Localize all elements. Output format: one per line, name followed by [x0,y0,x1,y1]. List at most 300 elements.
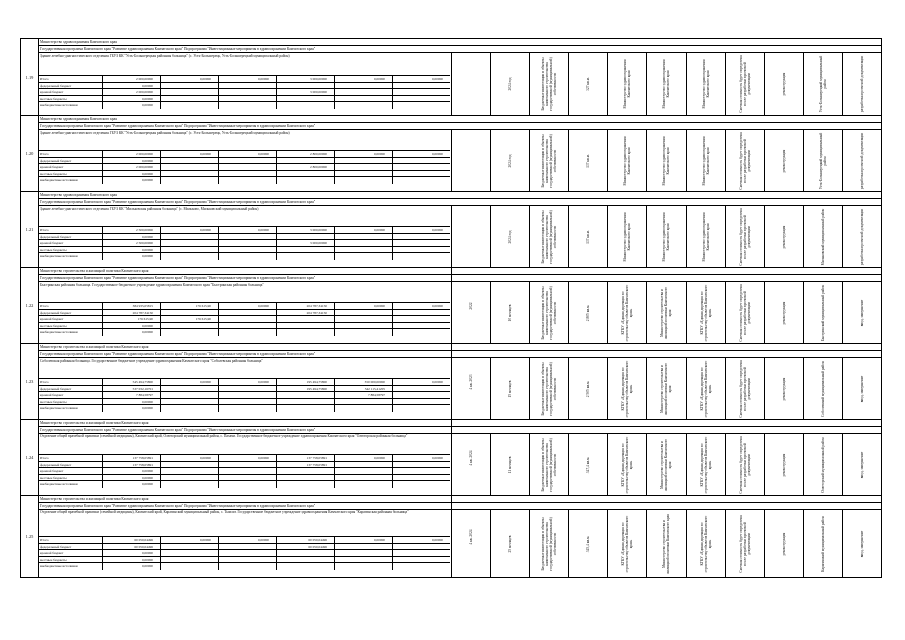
finance-value: 2 000,00000 [102,164,154,170]
vertical-cell [725,282,764,343]
vertical-cell [686,53,725,115]
finance-value [392,462,444,468]
finance-value: 0,00000 [102,247,154,253]
finance-value [334,468,386,474]
finance-value [218,310,270,316]
finance-label: краевой бюджет [40,469,64,473]
finance-label: краевой бюджет [40,317,64,321]
finance-value: 537 032,16701 [102,386,154,392]
finance-value [392,96,444,102]
finance-value [276,177,328,184]
vertical-cell [568,434,607,495]
finance-value: 3 000,00000 [276,76,328,82]
vertical-cell-text: разработка проектной документации [859,208,864,265]
vertical-cell-text: Министерство здравоохранения Камчатского края [623,59,632,109]
vertical-cell-text: КГКУ «Единая дирекция по строительству объектов Камчатского края» [699,436,712,493]
finance-value [392,475,444,481]
vertical-cell-text: 4 кв. 2024 [469,528,474,545]
vertical-cell-text: 2 505 кв.м. [586,380,591,397]
header-line: Государственная программа Камчатского края "Развитие здравоохранения Камчатского края" Подпрограмма "Инвестиционные мероприятия в здравоохранении Камчатского края" [39,427,881,434]
finance-value: 176 615,90 [160,303,212,309]
finance-value: 0,00000 [218,379,270,385]
finance-value [392,329,444,336]
header-line: Государственная программа Камчатского края "Развитие здравоохранения Камчатского края" Подпрограмма "Инвестиционные мероприятия в здравоохранении Камчатского края" [39,46,881,53]
vertical-cell-text: Бюджетные инвестиции в объекты капитального строительства государственной (муниципальной) собственности [541,361,558,416]
vertical-cell [568,130,607,191]
finance-value: 137 758,05891 [276,462,328,468]
finance-value [334,83,386,89]
finance-row [39,253,450,260]
vertical-cell-text: Министерство строительства и жилищной политики Камчатского края [660,286,673,339]
finance-value [218,557,270,563]
finance-value: 0,00000 [102,102,154,109]
finance-label: местные бюджеты [40,96,67,101]
finance-value: 3 000,00000 [276,89,328,95]
finance-label: краевой бюджет [40,551,64,555]
vertical-cell [490,434,529,495]
finance-value [392,89,444,95]
finance-value [334,550,386,556]
finance-value [392,234,444,240]
finance-value: 176 615,90 [102,316,154,322]
finance-value [218,158,270,164]
finance-value: 0,00000 [102,158,154,164]
finance-value [160,247,212,253]
finance-value [334,481,386,488]
finance-value [160,481,212,488]
finance-value: 60 050,04496 [102,544,154,550]
row-number: 1.19 [21,39,39,115]
finance-value [334,164,386,170]
vertical-cell-text: ввод, завершение [859,451,864,478]
vertical-cell-text: реконструкция [781,301,786,324]
vertical-cell [842,206,881,267]
finance-label: федеральный бюджет [40,158,72,163]
finance-value: 0,00000 [102,171,154,177]
finance-value: 2 000,00000 [102,76,154,82]
finance-value [392,386,444,392]
finance-value: 0,00000 [102,399,154,405]
finance-value [276,323,328,329]
header-line: Государственная программа Камчатского края "Развитие здравоохранения Камчатского края" Подпрограмма "Инвестиционные мероприятия в здравоохранении Камчатского края" [39,123,881,130]
finance-row [39,481,450,488]
vertical-cell-text: разработка проектной документации [859,55,864,113]
finance-value [392,550,444,556]
finance-label: внебюджетные источники [40,103,78,107]
finance-value [392,102,444,109]
finance-value [218,240,270,246]
finance-value [276,563,328,570]
vertical-cell [529,53,568,115]
vertical-cell [490,510,529,577]
finance-label: внебюджетные источники [40,406,78,410]
vertical-cell [607,53,646,115]
finance-label: местные бюджеты [40,557,67,562]
finance-value: 0,00000 [334,303,386,309]
vertical-cell-text: Сметная стоимость будет определена после разработки проектной документации [738,435,751,494]
finance-value [160,399,212,405]
finance-value [218,83,270,89]
finance-value: 0,00000 [218,76,270,82]
finance-value [334,310,386,316]
header-line: Здание лечебно-диагностического отделения ГБУЗ КК "Мильковская районная больница" (с. Мильково, Мильковский муниципальный район) [40,207,259,211]
finance-value [392,392,444,398]
table-row [21,344,881,420]
row-number: 1.23 [21,344,39,419]
finance-label: Итого [40,228,49,232]
vertical-cell [529,358,568,419]
finance-value: 0,00000 [102,557,154,563]
finance-value: 0,00000 [218,537,270,543]
finance-value [276,158,328,164]
vertical-cell-text: 4 кв. 2023 [469,373,474,390]
finance-value [160,329,212,336]
row-number: 1.22 [21,268,39,343]
vertical-cell [490,130,529,191]
finance-value: 0,00000 [102,96,154,102]
vertical-cell-text: 327 кв.м. [586,77,591,91]
header-line: Быстринская районная больница. Государственное бюджетное учреждение здравоохранения Камчатского края "Быстринская районная больница" [40,283,264,287]
finance-value [276,399,328,405]
finance-value: 0,00000 [160,76,212,82]
vertical-cell [451,268,490,343]
finance-value: 342 115,41205 [334,386,386,392]
vertical-cell [646,434,685,495]
vertical-cell-text: ввод, завершение [859,299,864,326]
finance-value: 545 494,75800 [102,379,154,385]
finance-label: федеральный бюджет [40,462,72,467]
vertical-cell-text: КГКУ «Единая дирекция по строительству объектов Камчатского края» [621,284,634,341]
finance-table [39,378,450,412]
finance-value: 0,00000 [392,227,444,233]
finance-value [218,563,270,570]
finance-value [218,102,270,109]
finance-value [334,234,386,240]
finance-value [218,386,270,392]
vertical-cell [607,130,646,191]
finance-value [276,475,328,481]
finance-value: 0,00000 [160,455,212,461]
table-row [21,420,881,496]
finance-value [276,102,328,109]
finance-value [392,557,444,563]
finance-value [160,462,212,468]
vertical-cell-text: 2 805 кв.м. [586,304,591,321]
finance-value: 0,00000 [160,151,212,157]
finance-value: 0,00000 [218,227,270,233]
vertical-cell-text: Бюджетные инвестиции в объекты капитального строительства государственной (муниципальной) собственности [541,57,558,111]
finance-value [276,392,328,398]
finance-value: 137 758,05891 [102,462,154,468]
finance-value [218,405,270,412]
vertical-cell [686,434,725,495]
finance-value: 0,00000 [334,227,386,233]
finance-value: 0,00000 [334,537,386,543]
finance-value [392,171,444,177]
vertical-cell-text: Быстринский муниципальный район [820,284,825,341]
finance-value [276,329,328,336]
finance-label: краевой бюджет [40,393,64,397]
vertical-cell [803,206,842,267]
finance-value: 0,00000 [102,177,154,184]
row-number: 1.25 [21,496,39,577]
vertical-cell [764,282,803,343]
finance-label: местные бюджеты [40,399,67,404]
vertical-cell-text: Министерство здравоохранения Камчатского края [701,212,710,262]
header-line: Министерство строительства и жилищной политики Камчатского края [39,420,881,427]
row-number: 1.24 [21,420,39,495]
finance-value [334,563,386,570]
vertical-cell [529,130,568,191]
vertical-cell [568,282,607,343]
finance-label: федеральный бюджет [40,234,72,239]
finance-table [39,150,450,184]
finance-value [218,89,270,95]
vertical-cell [764,53,803,115]
finance-value [218,253,270,260]
vertical-cell-text: 25 месяцев [508,535,513,552]
finance-value: 0,00000 [102,405,154,412]
finance-row [39,102,450,109]
vertical-cell [646,206,685,267]
finance-value [392,316,444,322]
finance-value [218,177,270,184]
finance-value [334,158,386,164]
vertical-cell-text: Олюторский муниципальный район [820,436,825,493]
vertical-cell-text: 2024 год [508,77,513,91]
finance-value [392,310,444,316]
finance-value [160,158,212,164]
vertical-cell-text: Министерство здравоохранения Камчатского края [662,212,671,262]
finance-value [392,83,444,89]
finance-value [392,164,444,170]
row-number: 1.21 [21,192,39,267]
header-line: Отделение общей врачебной практики (семейной медицины), Камчатский край, Олюторский муниципальный район, с. Пахачи. Государственное бюджетное учреждение здравоохранения Камчатского края "Олюторская районная больница" [40,434,408,438]
vertical-cell-text: Сметная стоимость будет определена после разработки проектной документации [738,207,751,266]
finance-value [276,234,328,240]
finance-label: местные бюджеты [40,247,67,252]
vertical-cell-text: разработка проектной документации [859,132,864,189]
finance-value [334,96,386,102]
finance-value: 60 050,04496 [276,537,328,543]
vertical-cell [686,510,725,577]
vertical-cell-text: КГКУ «Единая дирекция по строительству объектов Камчатского края» [621,360,634,417]
row-number: 1.20 [21,116,39,191]
finance-value [334,329,386,336]
vertical-cell [686,282,725,343]
vertical-cell [646,358,685,419]
finance-value [160,405,212,412]
finance-value [160,392,212,398]
header-line: Государственная программа Камчатского края "Развитие здравоохранения Камчатского края" Подпрограмма "Инвестиционные мероприятия в здравоохранении Камчатского края" [39,199,881,206]
finance-value [218,164,270,170]
finance-value [160,386,212,392]
finance-label: федеральный бюджет [40,544,72,549]
finance-value [334,240,386,246]
vertical-cell [725,53,764,115]
finance-value [160,544,212,550]
header-line: Министерство строительства и жилищной политики Камчатского края [39,344,881,351]
finance-value [160,468,212,474]
finance-value: 60 050,04496 [102,537,154,543]
vertical-cell [607,434,646,495]
vertical-cell-text: Министерство строительства и жилищной политики Камчатского края [660,438,673,491]
finance-value [276,481,328,488]
finance-label: Итого [40,304,49,308]
vertical-cell-text: 347,4 кв.м. [586,456,591,473]
header-line: Здание лечебно-диагностического отделения ГБУЗ КК "Усть-Большерецкая районная больница" (с. Усть-Большерецк, Усть-Большерецкий муниципальный район) [40,54,290,58]
finance-value [160,177,212,184]
finance-value [334,247,386,253]
finance-value [334,475,386,481]
finance-value [276,550,328,556]
vertical-cell [451,344,490,419]
vertical-cell [803,510,842,577]
finance-value: 204 787,34150 [276,310,328,316]
finance-value [334,323,386,329]
header-line: Министерство здравоохранения Камчатского края [39,192,881,199]
vertical-cell [646,130,685,191]
vertical-cell-text: Бюджетные инвестиции в объекты капитального строительства государственной (муниципальной) собственности [541,133,558,188]
finance-value: 0,00000 [102,468,154,474]
vertical-cell-text: Сметная стоимость будет определена после разработки проектной документации [738,359,751,418]
finance-value: 2 800,00000 [276,151,328,157]
vertical-cell [725,130,764,191]
finance-value: 0,00000 [102,475,154,481]
vertical-cell [451,130,490,191]
finance-value: 204 787,34150 [276,303,328,309]
finance-value: 7 884,58797 [102,392,154,398]
finance-value [276,468,328,474]
header-line: Здание лечебно-диагностического отделения ГБУЗ КК "Усть-Большерецкая районная больница" (с. Усть-Большерецк, Усть-Большерецкий муниципальный район) [40,131,290,135]
vertical-cell [764,206,803,267]
finance-value [334,102,386,109]
vertical-cell-text: Бюджетные инвестиции в объекты капитального строительства государственной (муниципальной) собственности [541,516,558,571]
table-row [21,116,881,192]
vertical-cell [803,434,842,495]
finance-label: краевой бюджет [40,90,64,94]
finance-label: внебюджетные источники [40,254,78,258]
vertical-cell [568,510,607,577]
vertical-cell [803,53,842,115]
finance-value: 204 787,34150 [102,310,154,316]
header-line: Государственная программа Камчатского края "Развитие здравоохранения Камчатского края" Подпрограмма "Инвестиционные мероприятия в здравоохранении Камчатского края" [39,503,881,510]
vertical-cell [529,206,568,267]
vertical-cell [490,206,529,267]
finance-value [160,89,212,95]
finance-value: 0,00000 [218,303,270,309]
finance-value [218,234,270,240]
finance-value [160,323,212,329]
vertical-cell-text: 137 кв.м. [586,229,591,244]
header-line: Государственная программа Камчатского края "Развитие здравоохранения Камчатского края" Подпрограмма "Инвестиционные мероприятия в здравоохранении Камчатского края" [39,351,881,358]
finance-value: 7 884,58797 [334,392,386,398]
finance-value [218,329,270,336]
vertical-cell-text: 10 месяцев [508,304,513,321]
finance-value [160,234,212,240]
finance-value: 60 050,04496 [276,544,328,550]
vertical-cell-text: Министерство здравоохранения Камчатского края [623,212,632,262]
vertical-cell [568,206,607,267]
document-sheet [20,38,882,578]
vertical-cell [725,206,764,267]
vertical-cell-text: Министерство здравоохранения Камчатского края [662,136,671,186]
finance-value: 0,00000 [392,455,444,461]
vertical-cell-text: ввод, завершение [859,375,864,402]
vertical-cell [842,53,881,115]
vertical-cell [490,282,529,343]
vertical-cell [451,420,490,495]
finance-label: Итого [40,456,49,460]
vertical-cell [529,510,568,577]
finance-label: Итого [40,77,49,81]
vertical-cell-text: Сметная стоимость будет определена после разработки проектной документации [738,131,751,190]
vertical-cell-text: 2024 год [508,154,513,167]
vertical-cell-text: 345,4 кв.м. [586,535,591,552]
table-row [21,268,881,344]
finance-value [392,481,444,488]
vertical-cell-text: КГКУ «Единая дирекция по строительству объектов Камчатского края» [621,436,634,493]
vertical-cell-text: 11 месяцев [508,456,513,473]
finance-value: 0,00000 [102,253,154,260]
vertical-cell [686,206,725,267]
finance-label: местные бюджеты [40,171,67,176]
finance-value: 2 800,00000 [276,164,328,170]
finance-value [218,323,270,329]
vertical-cell-text: Усть-Большерецкий муниципальный район [818,55,827,113]
finance-value [392,563,444,570]
vertical-cell [803,358,842,419]
vertical-cell [490,53,529,115]
finance-row [39,405,450,412]
vertical-cell-text: 4 кв. 2024 [469,449,474,466]
finance-value: 3 000,00000 [276,227,328,233]
vertical-cell-text: Министерство строительства и жилищной политики Камчатского края [662,513,671,574]
vertical-cell-text: Сметная стоимость будет определена после разработки проектной документации [738,55,751,113]
vertical-cell-text: КГКУ «Единая дирекция по строительству объектов Камчатского края» [699,284,712,341]
finance-value [276,171,328,177]
finance-value [276,316,328,322]
finance-value [334,557,386,563]
vertical-cell-text: реконструкция [781,149,786,172]
vertical-cell [451,496,490,577]
vertical-cell [725,434,764,495]
vertical-cell [607,510,646,577]
finance-label: федеральный бюджет [40,310,72,315]
header-line: Министерство здравоохранения Камчатского края [39,39,881,46]
finance-value: 2 500,00000 [102,240,154,246]
finance-value: 195 494,75800 [276,379,328,385]
finance-value: 195 494,75800 [276,386,328,392]
vertical-cell-text: КГКУ «Единая дирекция по строительству объектов Камчатского края» [699,360,712,417]
vertical-cell-text: 2022 [469,301,474,310]
finance-table [39,302,450,336]
finance-value [334,177,386,184]
vertical-cell-text: Министерство строительства и жилищной политики Камчатского края [660,362,673,415]
vertical-cell-text: Соболевский муниципальный район [820,360,825,417]
finance-value [160,164,212,170]
finance-value: 0,00000 [160,379,212,385]
vertical-cell-text: реконструкция [781,72,786,96]
finance-value [160,171,212,177]
finance-value [160,563,212,570]
finance-value: 0,00000 [102,323,154,329]
table-row [21,192,881,268]
finance-value [218,544,270,550]
finance-label: Итого [40,152,49,156]
finance-value: 0,00000 [334,151,386,157]
table-row [21,39,881,116]
